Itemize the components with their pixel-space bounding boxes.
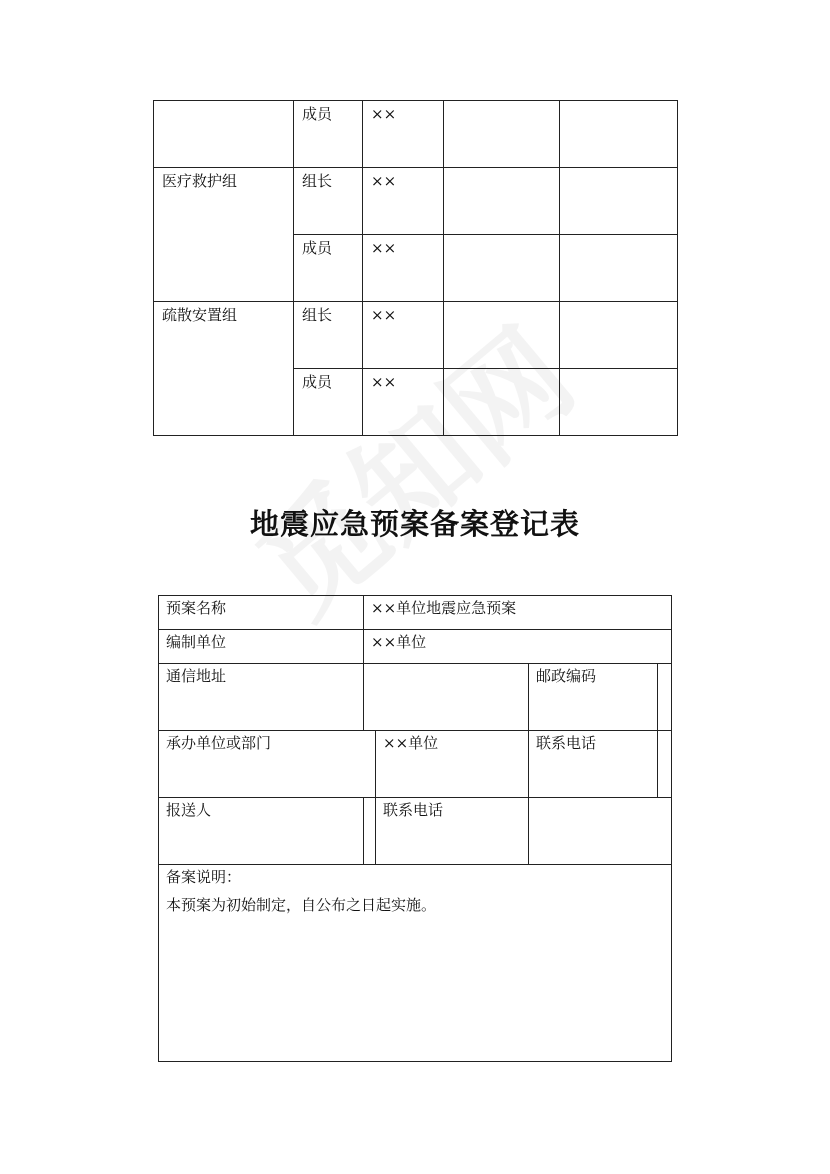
page-title: 地震应急预案备案登记表: [249, 507, 580, 541]
phone-label-1: 联系电话: [529, 731, 658, 798]
compiler-value: ××单位: [364, 630, 672, 664]
notes-text: 本预案为初始制定，自公布之日起实施。: [166, 896, 437, 914]
table-row: [159, 596, 672, 630]
name-cell: ××: [363, 369, 444, 436]
undertaker-value: ××单位: [376, 731, 529, 798]
phone-value-1: [658, 731, 672, 798]
empty-cell: [560, 168, 678, 235]
role-cell: 成员: [294, 369, 363, 436]
plan-name-label: 预案名称: [159, 596, 364, 630]
group-cell: 医疗救护组: [154, 168, 294, 302]
submitter-label: 报送人: [159, 798, 364, 865]
role-cell: 成员: [294, 101, 363, 168]
phone-value-2: [529, 798, 672, 865]
empty-cell: [444, 101, 560, 168]
empty-cell: [560, 235, 678, 302]
postcode-value: [658, 664, 672, 731]
phone-label-2: 联系电话: [376, 798, 529, 865]
name-cell: ××: [363, 101, 444, 168]
name-cell: ××: [363, 302, 444, 369]
role-cell: 组长: [294, 302, 363, 369]
plan-name-value: ××单位地震应急预案: [364, 596, 672, 630]
compiler-label: 编制单位: [159, 630, 364, 664]
name-cell: ××: [363, 235, 444, 302]
postcode-label: 邮政编码: [529, 664, 658, 731]
table-row: [159, 630, 672, 664]
address-value: [364, 664, 529, 731]
undertaker-label: 承办单位或部门: [159, 731, 376, 798]
empty-cell: [444, 168, 560, 235]
emergency-team-table: [153, 100, 678, 436]
notes-cell: [159, 865, 672, 1062]
registration-form-table: [158, 595, 672, 1062]
notes-label: 备案说明：: [166, 868, 242, 886]
role-cell: 成员: [294, 235, 363, 302]
group-cell: [154, 101, 294, 168]
address-label: 通信地址: [159, 664, 364, 731]
name-cell: ××: [363, 168, 444, 235]
empty-cell: [560, 369, 678, 436]
group-cell: 疏散安置组: [154, 302, 294, 436]
submitter-value: [364, 798, 376, 865]
empty-cell: [444, 302, 560, 369]
empty-cell: [560, 302, 678, 369]
table-row: [159, 798, 672, 865]
table-row: [154, 101, 678, 168]
table-row: [159, 731, 672, 798]
empty-cell: [444, 369, 560, 436]
role-cell: 组长: [294, 168, 363, 235]
empty-cell: [560, 101, 678, 168]
empty-cell: [444, 235, 560, 302]
table-row: [159, 865, 672, 1062]
table-row: [159, 664, 672, 731]
table-row: [154, 302, 678, 369]
table-row: [154, 168, 678, 235]
